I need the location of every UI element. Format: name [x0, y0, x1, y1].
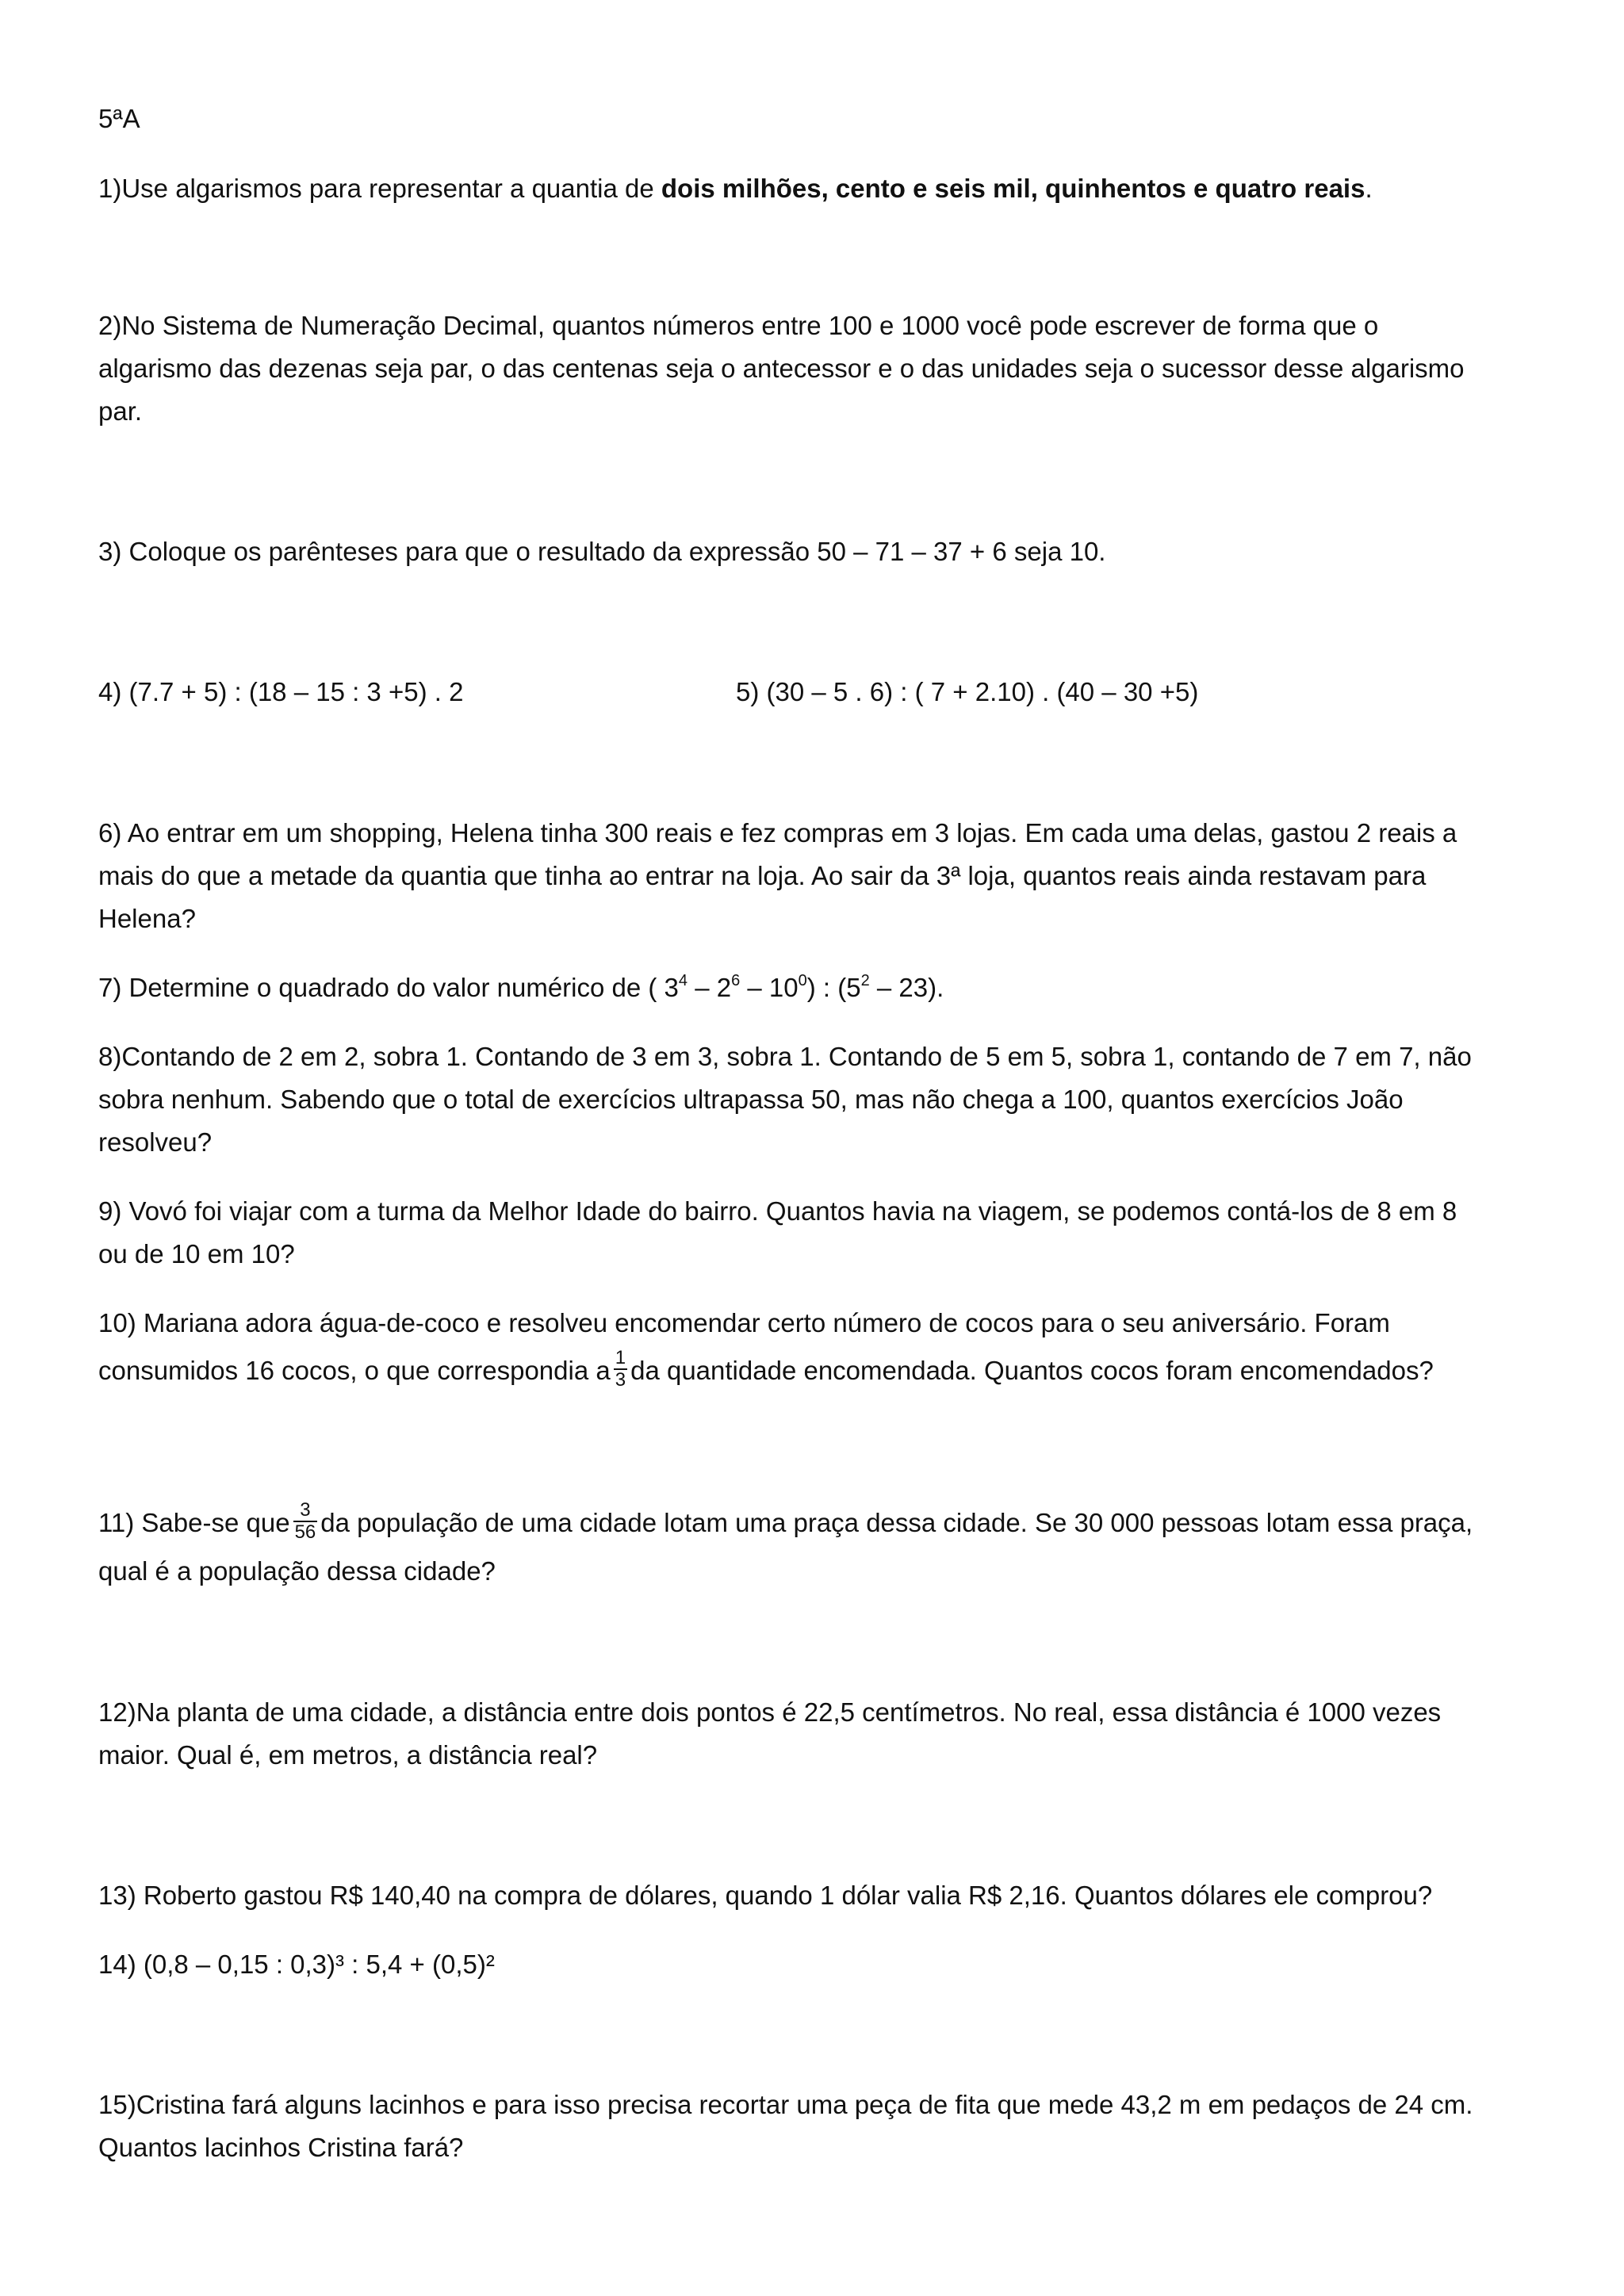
question-15-line-2: Quantos lacinhos Cristina fará?	[98, 2133, 464, 2162]
question-1-end: .	[1365, 174, 1373, 203]
question-11-line-1	[98, 1499, 1473, 1546]
fraction-one-third	[614, 1348, 627, 1391]
fraction-numerator: 1	[615, 1347, 626, 1369]
question-6-line-1: 6) Ao entrar em um shopping, Helena tinha 300 reais e fez compras em 3 lojas. Em cada uma delas, gastou 2 reais a	[98, 818, 1457, 848]
question-7-text-f: – 23).	[869, 973, 944, 1002]
question-7-exp-3: 0	[798, 972, 807, 989]
class-label: 5ªA	[98, 104, 140, 133]
question-8-line-1: 8)Contando de 2 em 2, sobra 1. Contando de 3 em 3, sobra 1. Contando de 5 em 5, sobra 1, contando de 7 em 7, não	[98, 1042, 1472, 1071]
question-1-bold-text: dois milhões, cento e seis mil, quinhentos e quatro reais	[661, 174, 1365, 203]
fraction-three-over-56	[293, 1500, 318, 1543]
question-14: 14) (0,8 – 0,15 : 0,3)³ : 5,4 + (0,5)²	[98, 1950, 495, 1979]
question-1	[98, 167, 1373, 210]
question-11-text-a: 11) Sabe-se que	[98, 1508, 290, 1537]
question-5: 5) (30 – 5 . 6) : ( 7 + 2.10) . (40 – 30 +5)	[736, 677, 1199, 706]
fraction-denominator: 56	[294, 1521, 316, 1544]
question-10-line-1: 10) Mariana adora água-de-coco e resolveu encomendar certo número de cocos para o seu aniversário. Foram	[98, 1308, 1390, 1337]
question-2-line-1: 2)No Sistema de Numeração Decimal, quantos números entre 100 e 1000 você pode escrever de forma que o	[98, 311, 1379, 340]
question-7-exp-1: 4	[678, 972, 688, 989]
question-7-exp-2: 6	[731, 972, 741, 989]
question-8-line-3: resolveu?	[98, 1127, 213, 1157]
question-7-text-d: ) : (5	[806, 973, 861, 1002]
question-4: 4) (7.7 + 5) : (18 – 15 : 3 +5) . 2	[98, 677, 464, 706]
question-11-text-b: da população de uma cidade lotam uma praça dessa cidade. Se 30 000 pessoas lotam essa praça,	[320, 1508, 1473, 1537]
question-7	[98, 966, 944, 1013]
question-3: 3) Coloque os parênteses para que o resultado da expressão 50 – 71 – 37 + 6 seja 10.	[98, 537, 1106, 566]
question-7-text-a: 7) Determine o quadrado do valor numérico de ( 3	[98, 973, 679, 1002]
question-7-exp-4: 2	[860, 972, 870, 989]
question-10-text-a: consumidos 16 cocos, o que correspondia a	[98, 1356, 611, 1385]
question-15-line-1: 15)Cristina fará alguns lacinhos e para isso precisa recortar uma peça de fita que mede 43,2 m em pedaços de 24 cm.	[98, 2090, 1473, 2119]
question-10-line-2	[98, 1349, 1434, 1394]
question-6-line-2: mais do que a metade da quantia que tinha ao entrar na loja. Ao sair da 3ª loja, quantos reais ainda restavam para	[98, 861, 1427, 890]
question-2-line-2: algarismo das dezenas seja par, o das centenas seja o antecessor e o das unidades seja o sucessor desse algarismo	[98, 354, 1465, 383]
questions-4-5-row	[98, 671, 1526, 714]
question-10-text-b: da quantidade encomendada. Quantos cocos foram encomendados?	[630, 1356, 1434, 1385]
question-1-text: 1)Use algarismos para representar a quantia de	[98, 174, 661, 203]
question-6-line-3: Helena?	[98, 904, 196, 933]
question-11-line-2: qual é a população dessa cidade?	[98, 1556, 496, 1586]
question-13: 13) Roberto gastou R$ 140,40 na compra de dólares, quando 1 dólar valia R$ 2,16. Quantos dólares ele comprou?	[98, 1881, 1433, 1910]
fraction-numerator: 3	[293, 1500, 318, 1522]
question-12-line-2: maior. Qual é, em metros, a distância real?	[98, 1740, 598, 1770]
question-9-line-1: 9) Vovó foi viajar com a turma da Melhor Idade do bairro. Quantos havia na viagem, se podemos contá-los de 8 em 8	[98, 1196, 1457, 1226]
question-7-text-c: – 10	[740, 973, 799, 1002]
question-8-line-2: sobra nenhum. Sabendo que o total de exercícios ultrapassa 50, mas não chega a 100, quantos exercícios João	[98, 1085, 1404, 1114]
fraction-denominator: 3	[615, 1369, 626, 1391]
question-7-text-b: – 2	[688, 973, 732, 1002]
question-9-line-2: ou de 10 em 10?	[98, 1239, 295, 1269]
question-2-line-3: par.	[98, 396, 143, 426]
question-12-line-1: 12)Na planta de uma cidade, a distância entre dois pontos é 22,5 centímetros. No real, essa distância é 1000 vezes	[98, 1697, 1442, 1727]
